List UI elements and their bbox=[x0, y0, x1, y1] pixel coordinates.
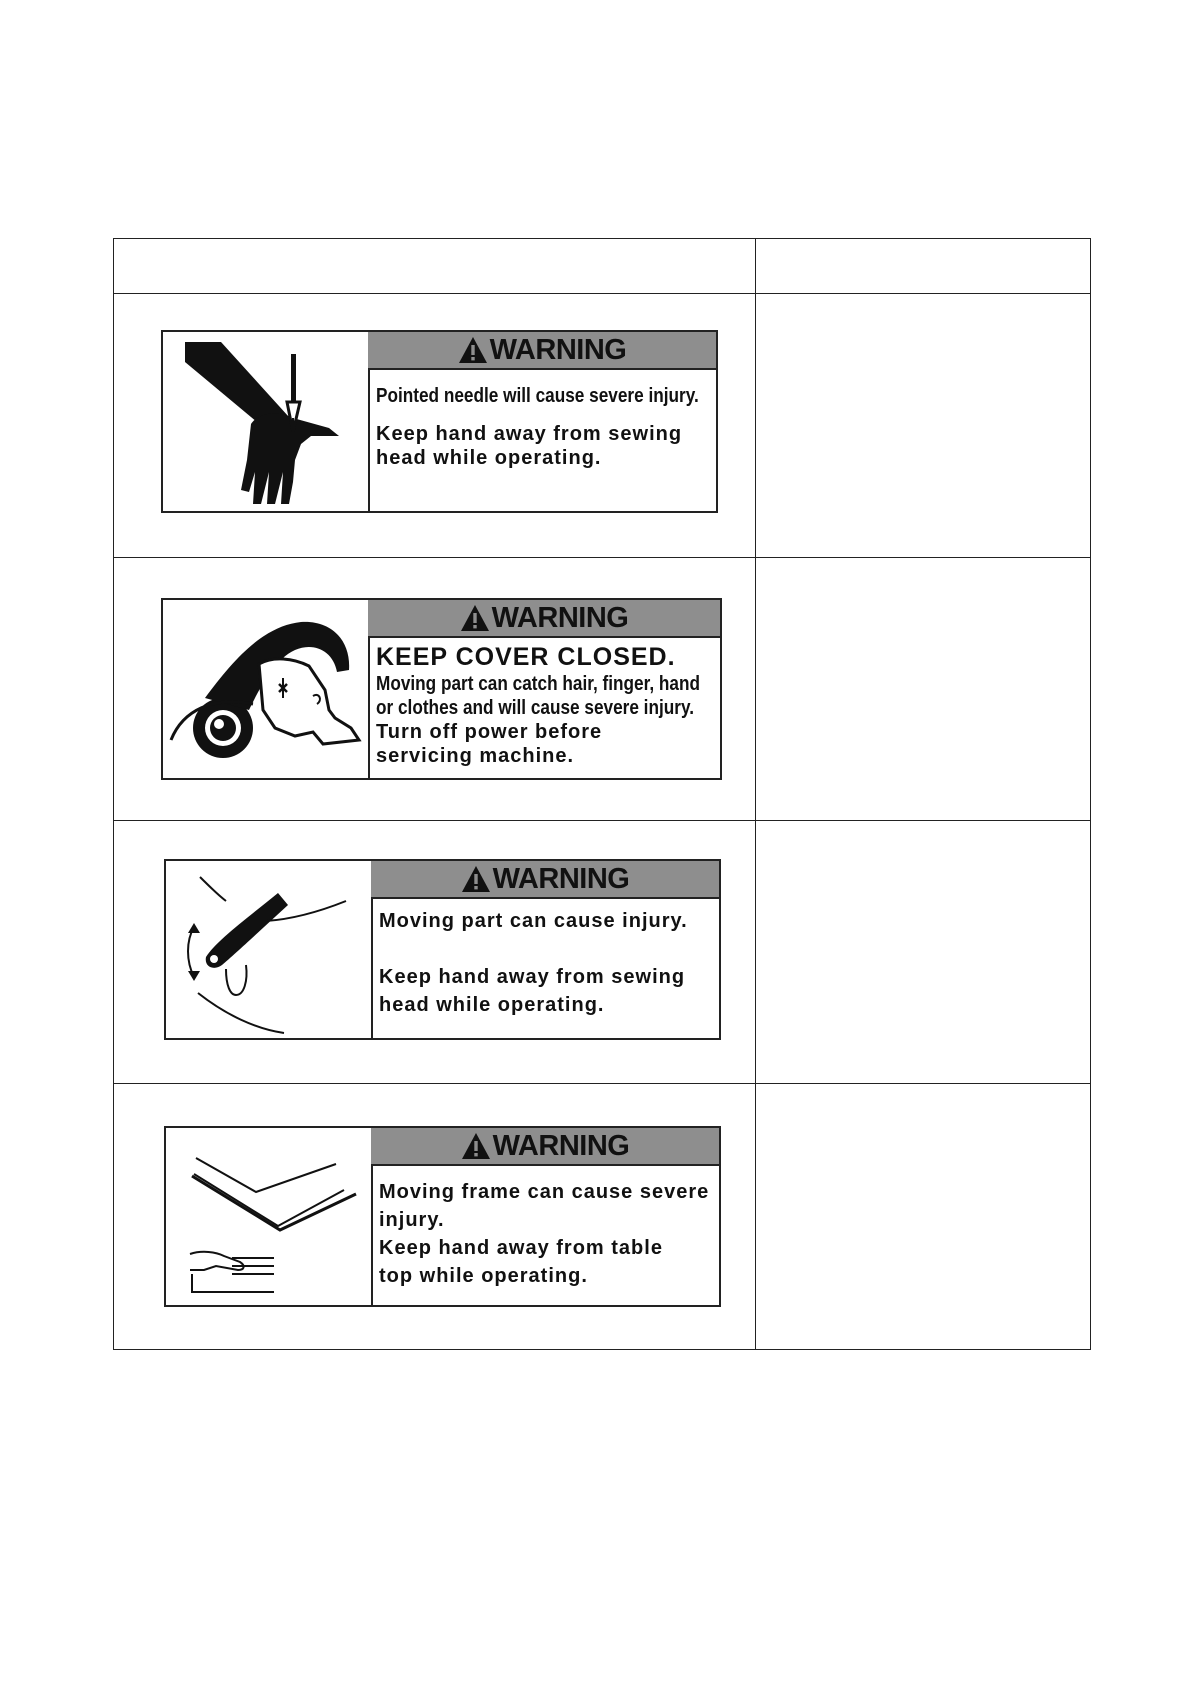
warning-band bbox=[368, 332, 716, 370]
note-cell bbox=[756, 558, 1090, 820]
instruction-text: Keep hand away from sewing bbox=[376, 423, 683, 445]
header-note-cell bbox=[756, 239, 1090, 293]
warning-band bbox=[371, 1128, 719, 1166]
warning-triangle-icon bbox=[461, 1132, 491, 1160]
table-row bbox=[114, 294, 755, 557]
warning-label bbox=[161, 330, 718, 513]
warning-heading: WARNING bbox=[492, 862, 630, 895]
hazard-text: Moving part can cause injury. bbox=[379, 910, 688, 932]
needle-hand-icon bbox=[163, 332, 370, 511]
hazard-text: Pointed needle will cause severe injury. bbox=[376, 385, 699, 407]
warning-triangle-icon bbox=[458, 336, 488, 364]
instruction-text: Turn off power before bbox=[376, 721, 603, 743]
warning-heading: WARNING bbox=[489, 333, 627, 366]
instruction-text: Keep hand away from sewing bbox=[379, 966, 686, 988]
instruction-text: top while operating. bbox=[379, 1265, 588, 1287]
table-row bbox=[114, 558, 755, 820]
instruction-text: servicing machine. bbox=[376, 745, 575, 767]
moving-arm-hand-icon bbox=[166, 861, 373, 1038]
header-label-cell bbox=[114, 239, 755, 293]
warning-band bbox=[371, 861, 719, 899]
note-cell bbox=[756, 1084, 1090, 1349]
instruction-text: Keep hand away from table bbox=[379, 1237, 663, 1259]
warning-label bbox=[161, 598, 722, 780]
warning-triangle-icon bbox=[461, 865, 491, 893]
hazard-text: Moving part can catch hair, finger, hand bbox=[376, 673, 701, 695]
hazard-text: or clothes and will cause severe injury. bbox=[376, 697, 695, 719]
note-cell bbox=[756, 294, 1090, 557]
instruction-text: head while operating. bbox=[379, 994, 605, 1016]
warning-heading: WARNING bbox=[491, 601, 629, 634]
warning-band bbox=[368, 600, 720, 638]
table-row bbox=[114, 1084, 755, 1349]
warning-label bbox=[164, 1126, 721, 1307]
hazard-text: Moving frame can cause severe bbox=[379, 1181, 710, 1203]
headline-text: KEEP COVER CLOSED. bbox=[376, 643, 676, 671]
table-row bbox=[114, 821, 755, 1083]
hazard-text: injury. bbox=[379, 1209, 445, 1231]
note-cell bbox=[756, 821, 1090, 1083]
instruction-text: head while operating. bbox=[376, 447, 602, 469]
warning-labels-table bbox=[113, 238, 1091, 1350]
warning-heading: WARNING bbox=[492, 1129, 630, 1162]
hair-caught-roller-icon bbox=[163, 600, 370, 778]
moving-frame-hand-icon bbox=[166, 1128, 373, 1305]
warning-triangle-icon bbox=[460, 604, 490, 632]
warning-label bbox=[164, 859, 721, 1040]
